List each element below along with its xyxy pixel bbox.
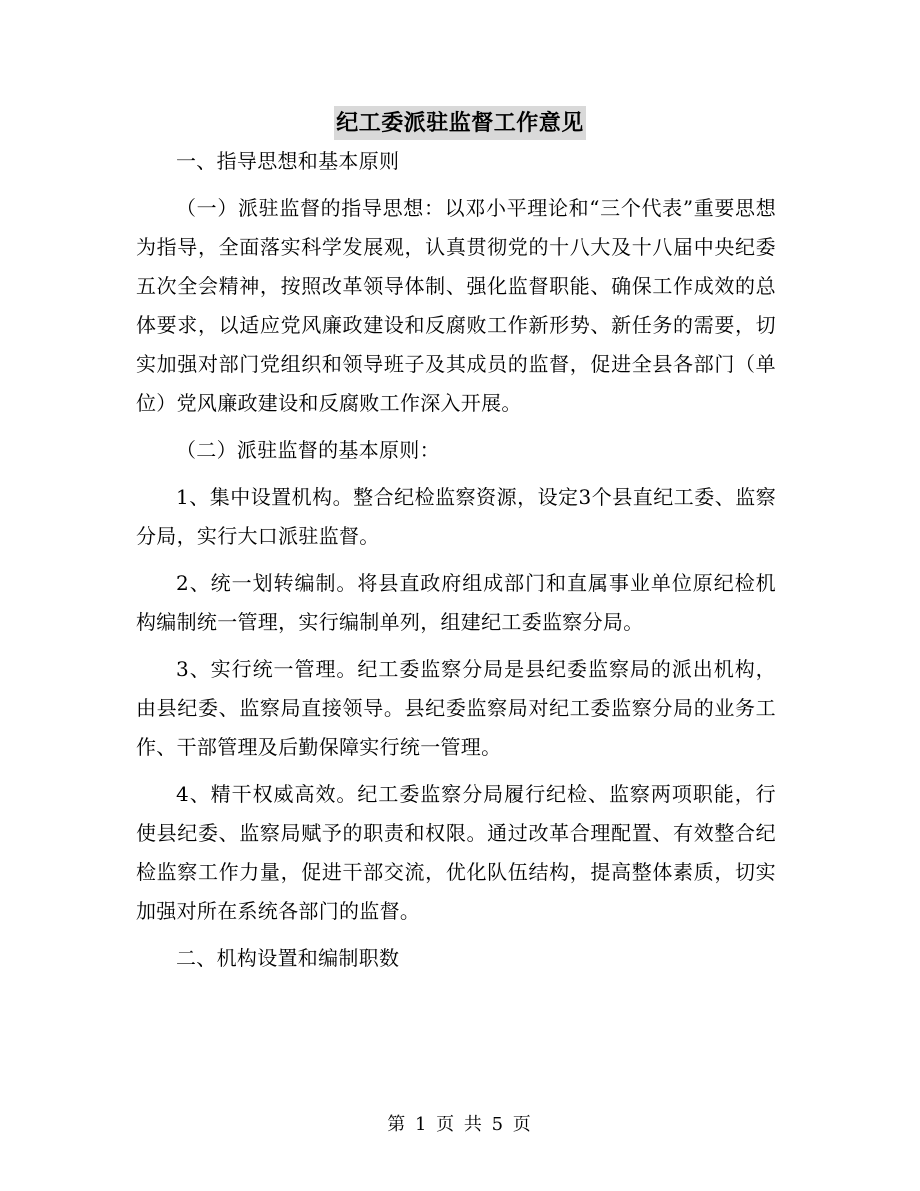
- paragraph-principle-1: 1、集中设置机构。整合纪检监察资源，设定3个县直纪工委、监察分局，实行大口派驻监督。: [136, 485, 776, 548]
- title-container: [0, 106, 920, 140]
- page-number: 第 1 页 共 5 页: [387, 1114, 533, 1135]
- document-body: [136, 142, 776, 978]
- section-heading-2: 二、机构设置和编制职数: [176, 946, 400, 970]
- paragraph-guiding-thought: （一）派驻监督的指导思想：以邓小平理论和“三个代表”重要思想为指导，全面落实科学发展观，认真贯彻党的十八大及十八届中央纪委五次全会精神，按照改革领导体制、强化监督职能、确保工作成效的总体要求，以适应党风廉政建设和反腐败工作新形势、新任务的需要，切实加强对部门党组织和领导班子及其成员的监督，促进全县各部门（单位）党风廉政建设和反腐败工作深入开展。: [136, 196, 776, 415]
- section-heading-1: 一、指导思想和基本原则: [176, 149, 400, 173]
- paragraph-principle-2: 2、统一划转编制。将县直政府组成部门和直属事业单位原纪检机构编制统一管理，实行编制单列，组建纪工委监察分局。: [136, 571, 776, 634]
- document-title: 纪工委派驻监督工作意见: [334, 106, 586, 140]
- paragraph-basic-principles: （二）派驻监督的基本原则：: [176, 438, 440, 462]
- paragraph-principle-3: 3、实行统一管理。纪工委监察分局是县纪委监察局的派出机构，由县纪委、监察局直接领导。县纪委监察局对纪工委监察分局的业务工作、干部管理及后勤保障实行统一管理。: [136, 657, 776, 759]
- paragraph-principle-4: 4、精干权威高效。纪工委监察分局履行纪检、监察两项职能，行使县纪委、监察局赋予的职责和权限。通过改革合理配置、有效整合纪检监察工作力量，促进干部交流，优化队伍结构，提高整体素质，切实加强对所在系统各部门的监督。: [136, 782, 776, 923]
